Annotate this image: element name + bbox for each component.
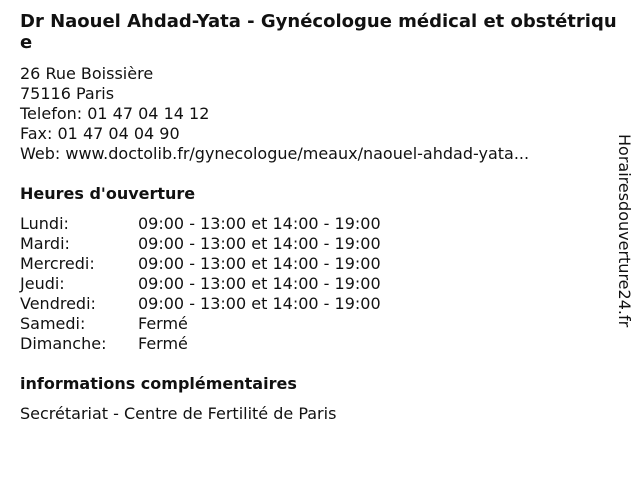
phone-line	[20, 104, 529, 124]
day-hours: 09:00 - 13:00 et 14:00 - 19:00	[138, 214, 381, 233]
page-title: Dr Naouel Ahdad-Yata - Gynécologue médical et obstétrique	[20, 11, 617, 53]
hours-row-saturday	[20, 314, 381, 334]
day-hours: 09:00 - 13:00 et 14:00 - 19:00	[138, 254, 381, 273]
day-label: Dimanche:	[20, 334, 107, 353]
day-hours: 09:00 - 13:00 et 14:00 - 19:00	[138, 234, 381, 253]
additional-info-heading: informations complémentaires	[20, 374, 297, 393]
day-label: Mardi:	[20, 234, 70, 253]
fax-label: Fax:	[20, 124, 53, 143]
day-label: Mercredi:	[20, 254, 95, 273]
web-line	[20, 144, 529, 164]
day-hours: Fermé	[138, 334, 188, 353]
additional-info-text: Secrétariat - Centre de Fertilité de Paris	[20, 404, 337, 423]
day-hours: Fermé	[138, 314, 188, 333]
day-hours: 09:00 - 13:00 et 14:00 - 19:00	[138, 274, 381, 293]
hours-row-tuesday	[20, 234, 381, 254]
hours-row-thursday	[20, 274, 381, 294]
address-street: 26 Rue Boissière	[20, 64, 154, 83]
day-label: Lundi:	[20, 214, 69, 233]
phone-number[interactable]: 01 47 04 14 12	[87, 104, 210, 123]
web-label: Web:	[20, 144, 61, 163]
hours-row-monday	[20, 214, 381, 234]
hours-row-friday	[20, 294, 381, 314]
day-label: Jeudi:	[20, 274, 65, 293]
opening-hours-heading: Heures d'ouverture	[20, 184, 196, 203]
watermark-text: Horairesdouverture24.fr	[615, 134, 634, 328]
hours-row-sunday	[20, 334, 381, 354]
day-hours: 09:00 - 13:00 et 14:00 - 19:00	[138, 294, 381, 313]
phone-label: Telefon:	[20, 104, 83, 123]
fax-number: 01 47 04 04 90	[57, 124, 180, 143]
website-link[interactable]: www.doctolib.fr/gynecologue/meaux/naouel-ahdad-yata...	[65, 144, 530, 163]
day-label: Samedi:	[20, 314, 86, 333]
contact-details	[20, 64, 529, 164]
fax-line	[20, 124, 529, 144]
site-watermark	[612, 134, 636, 374]
address-city: 75116 Paris	[20, 84, 115, 103]
day-label: Vendredi:	[20, 294, 96, 313]
hours-row-wednesday	[20, 254, 381, 274]
opening-hours-table	[20, 214, 381, 354]
